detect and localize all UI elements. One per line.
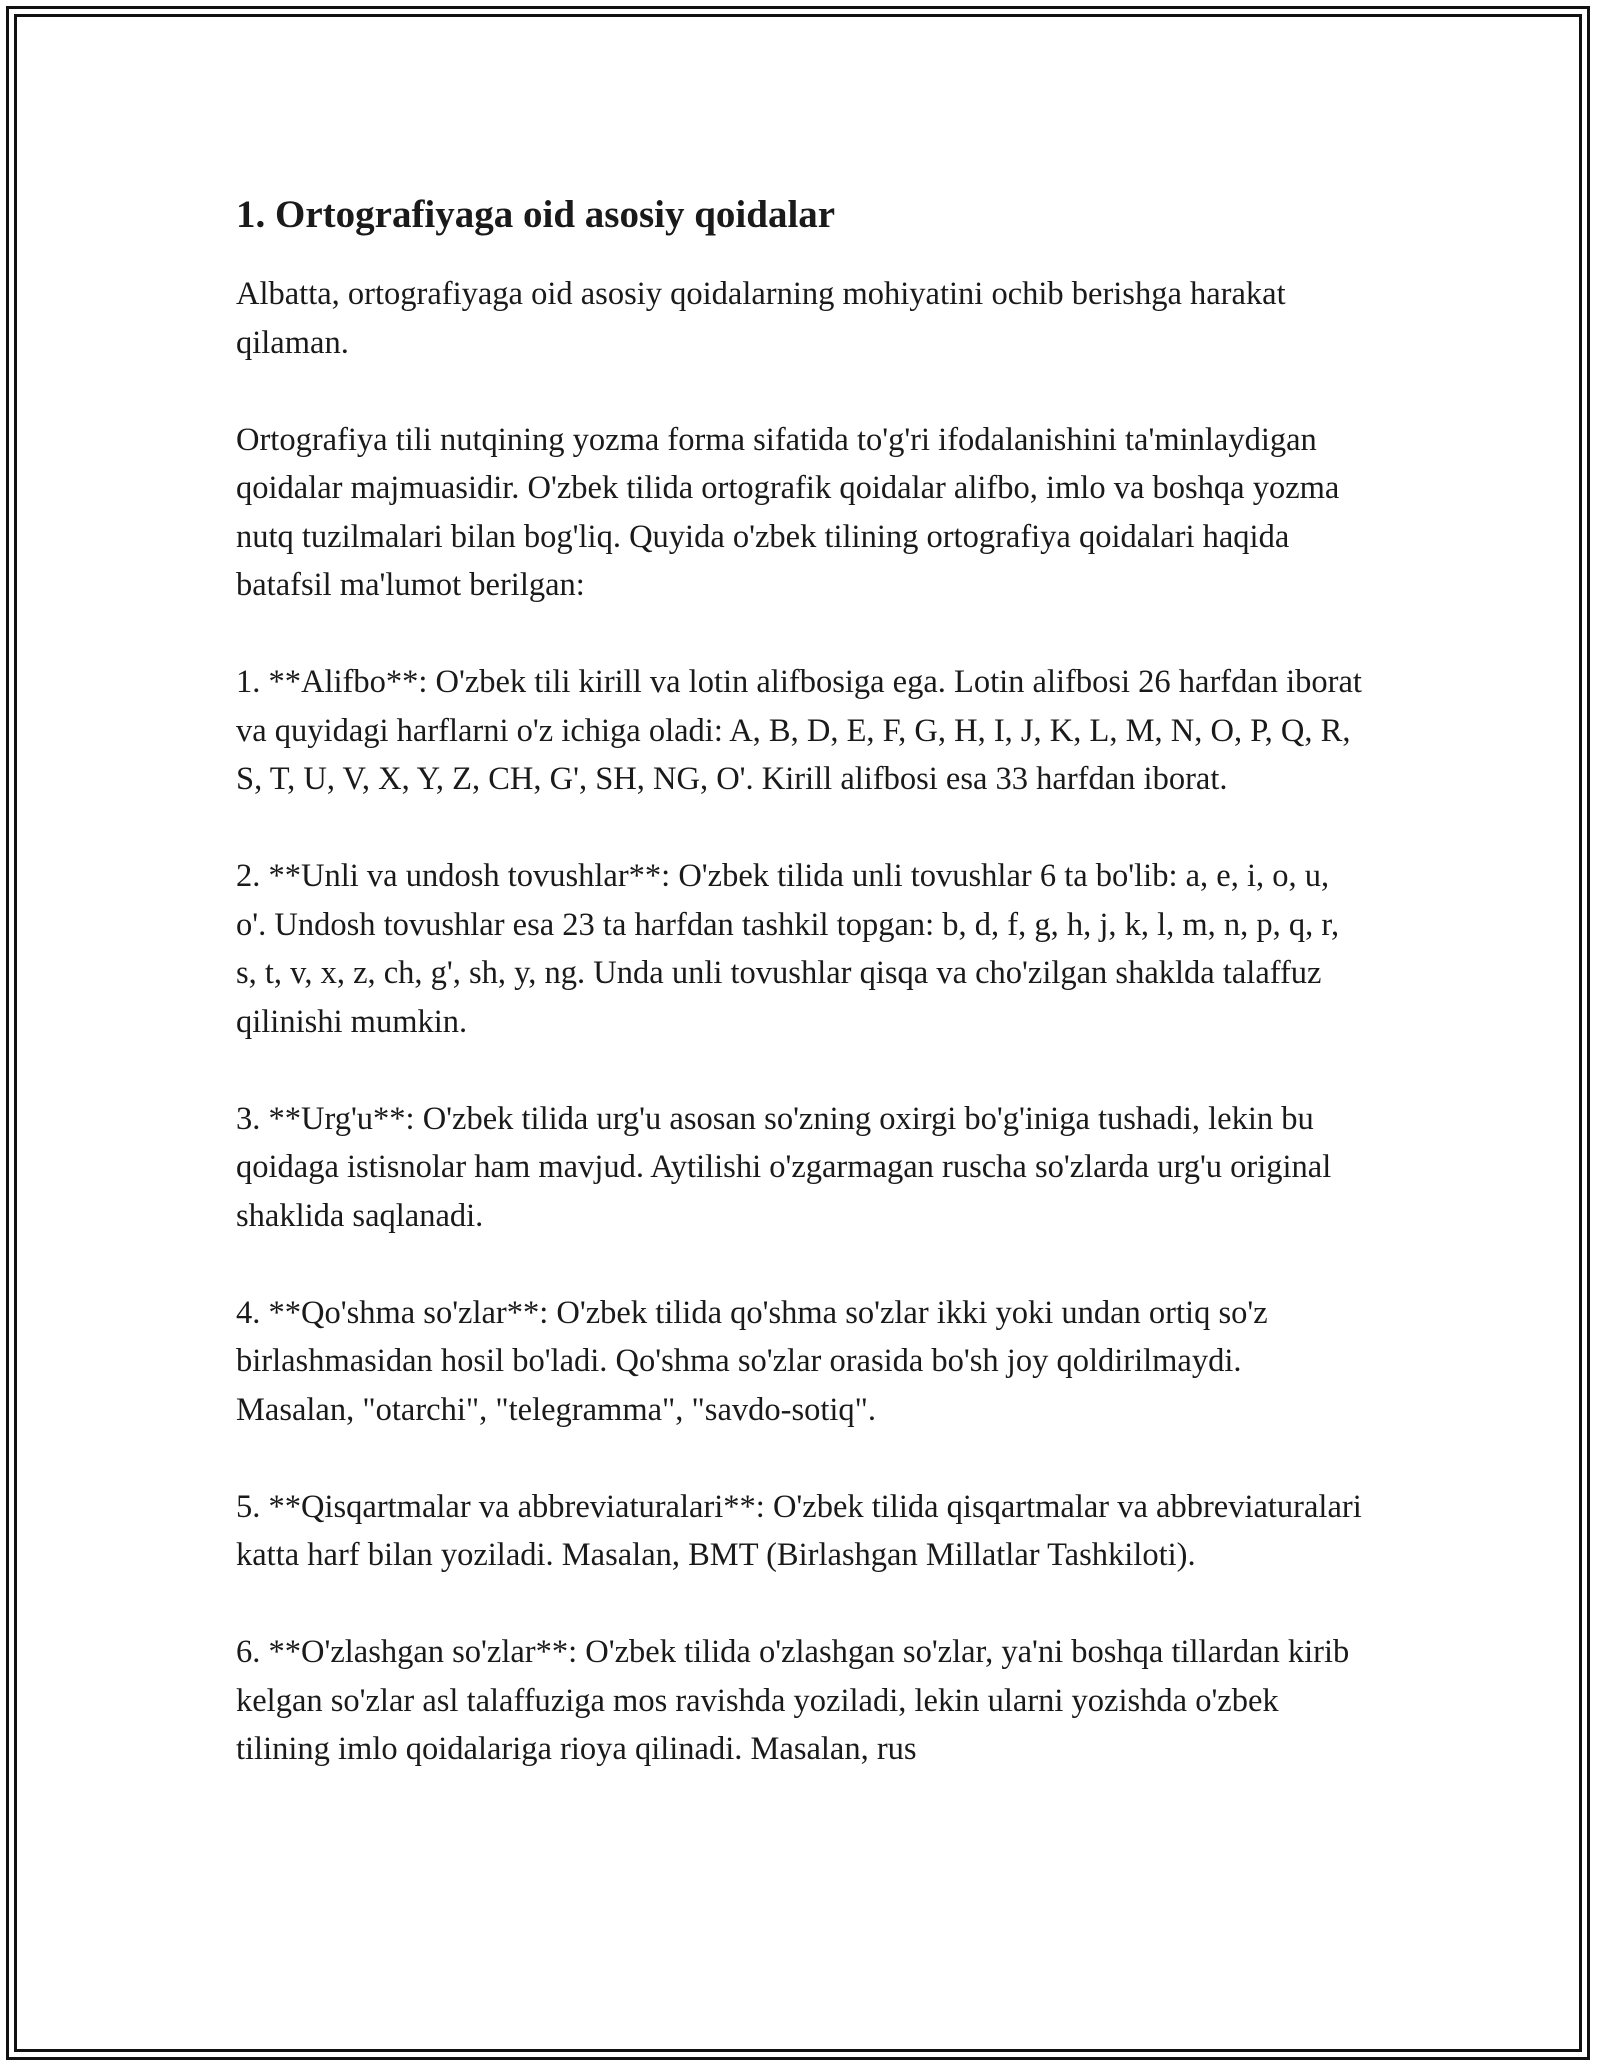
document-body — [236, 184, 1366, 1822]
rule-compound-words-paragraph: 4. **Qo'shma so'zlar**: O'zbek tilida qo'shma so'zlar ikki yoki undan ortiq so'z birlashmasidan hosil bo'ladi. Qo'shma so'zlar orasida bo'sh joy qoldirilmaydi. Masalan, "otarchi", "telegramma", "savdo-sotiq". — [236, 1294, 1268, 1428]
section-heading: 1. Ortografiyaga oid asosiy qoidalar — [236, 193, 836, 236]
rule-stress-paragraph: 3. **Urg'u**: O'zbek tilida urg'u asosan so'zning oxirgi bo'g'iniga tushadi, lekin bu qoidaga istisnolar ham mavjud. Aytilishi o'zgarmagan ruscha so'zlarda urg'u original shaklida saqlanadi. — [236, 1100, 1332, 1234]
rule-alifbo-paragraph: 1. **Alifbo**: O'zbek tili kirill va lotin alifbosiga ega. Lotin alifbosi 26 harfdan iborat va quyidagi harflarni o'z ichiga oladi: A, B, D, E, F, G, H, I, J, K, L, M, N, O, P, Q, R, S, T, U, V, X, Y, Z, CH, G', SH, NG, O'. Kirill alifbosi esa 33 harfdan iborat. — [236, 664, 1362, 797]
rule-loanwords-paragraph: 6. **O'zlashgan so'zlar**: O'zbek tilida o'zlashgan so'zlar, ya'ni boshqa tillardan kirib kelgan so'zlar asl talaffuziga mos ravishda yoziladi, lekin ularni yozishda o'zbek tilining imlo qoidalariga rioya qilinadi. Masalan, rus — [236, 1634, 1350, 1767]
rule-vowels-consonants-paragraph: 2. **Unli va undosh tovushlar**: O'zbek tilida unli tovushlar 6 ta bo'lib: a, e, i, o, u, o'. Undosh tovushlar esa 23 ta harfdan tashkil topgan: b, d, f, g, h, j, k, l, m, n, p, q, r, s, t, v, x, z, ch, g', sh, y, ng. Unda unli tovushlar qisqa va cho'zilgan shaklda talaffuz qilinishi mumkin. — [236, 858, 1340, 1040]
intro-paragraph: Albatta, ortografiyaga oid asosiy qoidalarning mohiyatini ochib berishga harakat qilaman. — [236, 276, 1286, 361]
definition-paragraph: Ortografiya tili nutqining yozma forma sifatida to'g'ri ifodalanishini ta'minlaydigan qoidalar majmuasidir. O'zbek tilida ortografik qoidalar alifbo, imlo va boshqa yozma nutq tuzilmalari bilan bog'liq. Quyida o'zbek tilining ortografiya qoidalari haqida batafsil ma'lumot berilgan: — [236, 421, 1340, 603]
rule-abbreviations-paragraph: 5. **Qisqartmalar va abbreviaturalari**: O'zbek tilida qisqartmalar va abbreviaturalari katta harf bilan yoziladi. Masalan, BMT (Birlashgan Millatlar Tashkiloti). — [236, 1488, 1362, 1573]
